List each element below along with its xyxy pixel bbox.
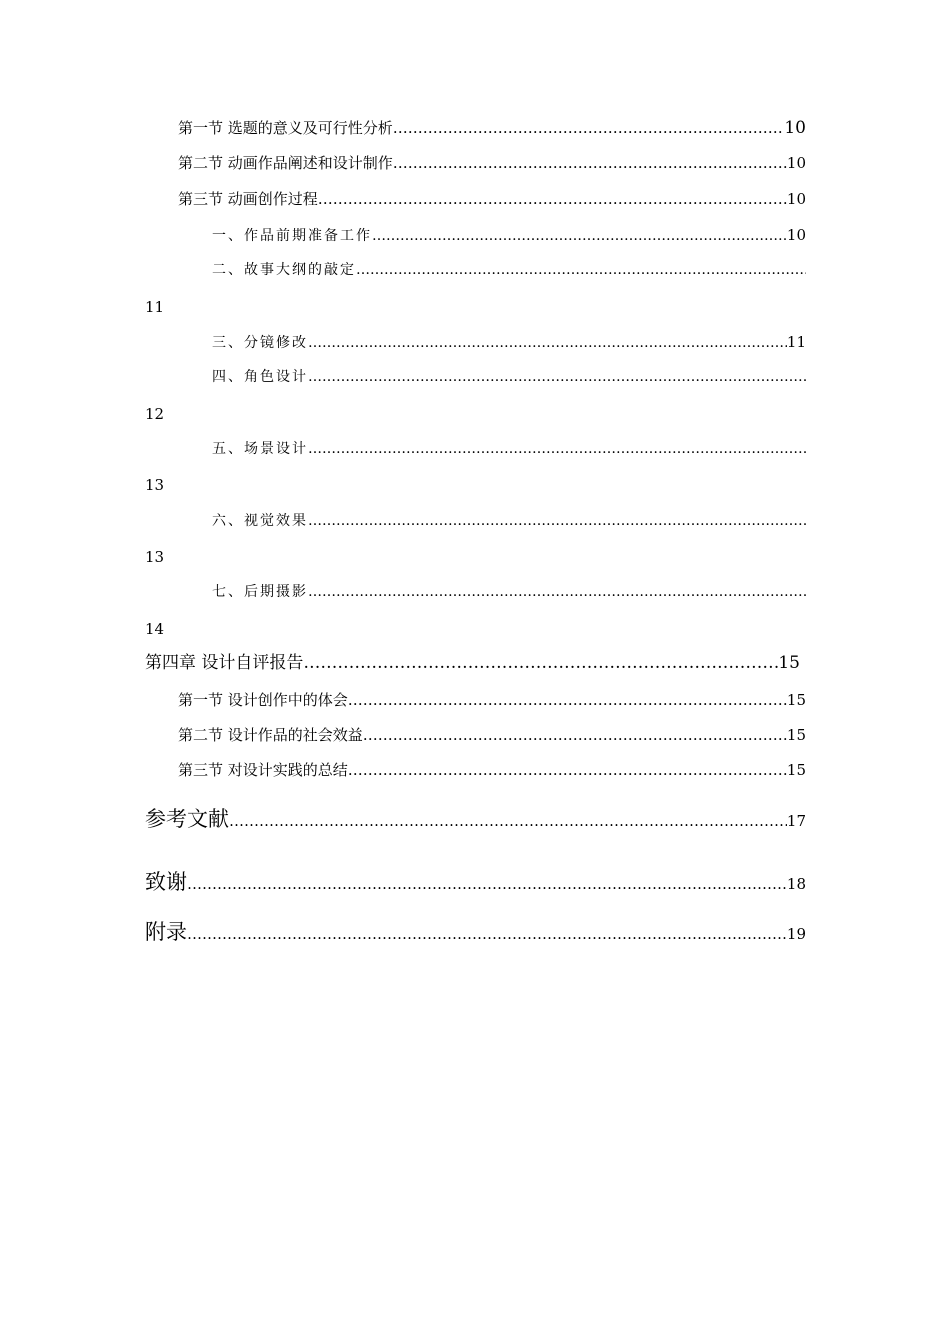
toc-entry-part-7[interactable] — [145, 585, 806, 599]
toc-entry-part-4[interactable] — [145, 370, 806, 384]
toc-title: 致谢 — [145, 870, 187, 894]
toc-page-number: 11 — [145, 298, 165, 316]
toc-page-number: 18 — [786, 875, 806, 893]
toc-leader — [318, 192, 787, 207]
toc-leader — [363, 728, 787, 743]
toc-entry-part-1[interactable] — [145, 228, 806, 243]
toc-title: 第一节 选题的意义及可行性分析 — [178, 119, 393, 137]
toc-title: 二、故事大纲的敲定 — [212, 262, 356, 278]
toc-title: 第二节 动画作品阐述和设计制作 — [178, 154, 393, 172]
toc-title: 第二节 设计作品的社会效益 — [178, 726, 363, 744]
toc-leader — [187, 877, 787, 892]
toc-page-number: 19 — [786, 925, 806, 943]
toc-leader — [393, 156, 787, 171]
toc-title: 三、分镜修改 — [212, 335, 308, 351]
toc-entry-references[interactable] — [145, 809, 806, 830]
toc-leader — [308, 514, 806, 528]
toc-entry-section-3-3[interactable] — [145, 192, 806, 207]
toc-entry-section-4-3[interactable] — [145, 763, 806, 778]
toc-title: 四、角色设计 — [212, 369, 308, 385]
toc-page-number: 15 — [786, 761, 806, 779]
toc-page-number: 12 — [145, 405, 165, 423]
toc-page-number: 11 — [786, 333, 806, 351]
toc-leader — [308, 585, 806, 599]
toc-page-number: 10 — [784, 118, 806, 138]
toc-leader — [187, 927, 787, 942]
toc-page-number: 10 — [786, 190, 806, 208]
toc-title: 第一节 设计创作中的体会 — [178, 691, 348, 709]
toc-entry-part-3[interactable] — [145, 335, 806, 350]
toc-entry-part-2[interactable] — [145, 263, 806, 277]
toc-entry-chapter-4[interactable] — [145, 655, 800, 672]
toc-title: 五、场景设计 — [212, 441, 308, 457]
toc-entry-part-5[interactable] — [145, 442, 806, 456]
toc-page-number: 15 — [786, 691, 806, 709]
toc-title: 第四章 设计自评报告 — [145, 653, 304, 673]
toc-entry-appendix[interactable] — [145, 922, 806, 943]
toc-entry-acknowledgements[interactable] — [145, 872, 806, 893]
toc-page-number: 10 — [786, 226, 806, 244]
toc-entry-part-6[interactable] — [145, 514, 806, 528]
toc-entry-section-4-1[interactable] — [145, 693, 806, 708]
toc-title: 七、后期摄影 — [212, 584, 308, 600]
toc-title: 附录 — [145, 920, 187, 944]
toc-leader — [348, 693, 787, 708]
toc-page-number: 14 — [145, 620, 165, 638]
toc-leader — [308, 336, 787, 350]
toc-leader — [229, 814, 787, 829]
toc-page-number: 13 — [145, 476, 165, 494]
toc-entry-section-4-2[interactable] — [145, 728, 806, 743]
toc-leader — [308, 370, 806, 384]
toc-page-number: 17 — [786, 812, 806, 830]
toc-title: 参考文献 — [145, 807, 229, 831]
toc-leader — [303, 655, 778, 672]
toc-leader — [348, 763, 787, 778]
toc-title: 一、作品前期准备工作 — [212, 228, 372, 244]
toc-page-number: 15 — [786, 726, 806, 744]
toc-leader — [308, 442, 806, 456]
toc-page-number: 13 — [145, 548, 165, 566]
toc-title: 第三节 对设计实践的总结 — [178, 761, 348, 779]
toc-page-number: 10 — [786, 154, 806, 172]
toc-entry-section-3-1[interactable] — [145, 120, 806, 137]
toc-title: 第三节 动画创作过程 — [178, 190, 318, 208]
toc-leader — [372, 229, 787, 243]
toc-page-number: 15 — [778, 653, 800, 673]
toc-title: 六、视觉效果 — [212, 513, 308, 529]
toc-leader — [356, 263, 806, 277]
toc-leader — [393, 121, 785, 136]
toc-entry-section-3-2[interactable] — [145, 156, 806, 171]
